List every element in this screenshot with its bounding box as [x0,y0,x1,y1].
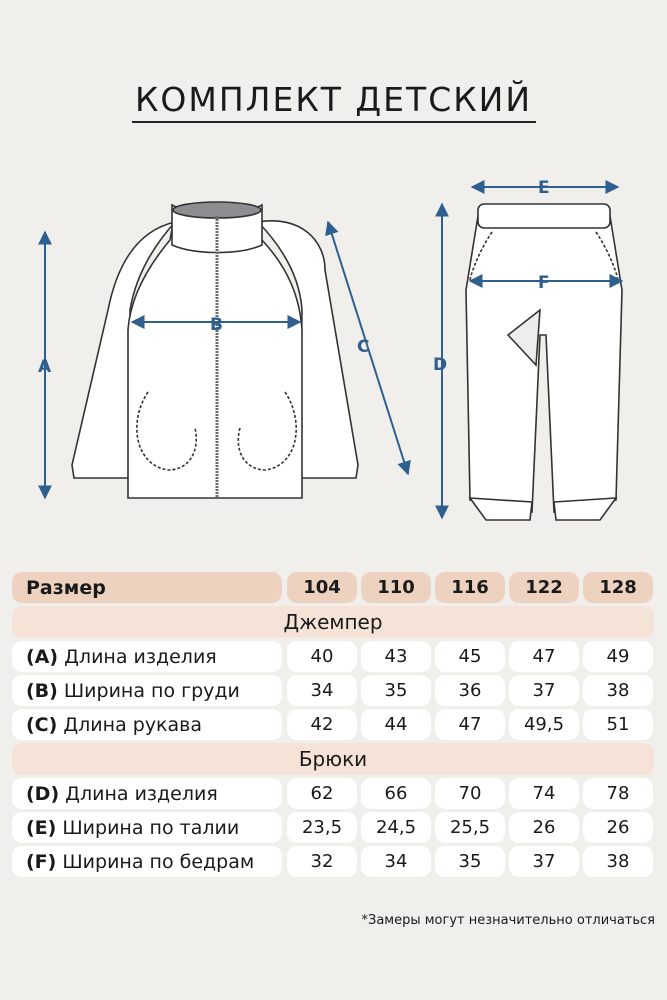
size-header-label: Размер [12,572,282,603]
page-title: КОМПЛЕКТ ДЕТСКИЙ [134,80,533,119]
table-cell: 35 [435,846,505,877]
table-cell: 36 [435,675,505,706]
dim-b-label: B [210,315,223,335]
section-jumper: Джемпер [12,606,654,638]
row-label [12,675,282,706]
table-cell: 35 [361,675,431,706]
row-name: Длина рукава [63,713,203,736]
dim-d-label: D [433,355,448,375]
size-header-cell: 122 [509,572,579,603]
footnote: *Замеры могут незначительно отличаться [361,913,655,928]
row-name: Длина изделия [64,645,217,668]
row-code: (D) [26,782,60,805]
garment-illustration [0,160,667,530]
pants-drawing [466,204,622,520]
table-cell: 38 [583,675,653,706]
size-header-cell: 104 [287,572,357,603]
table-cell: 49 [583,641,653,672]
table-cell: 38 [583,846,653,877]
table-cell: 37 [509,846,579,877]
table-row [0,675,667,706]
size-header-cell: 110 [361,572,431,603]
table-row [0,641,667,672]
table-cell: 26 [509,812,579,843]
dim-e-label: E [538,178,550,198]
row-code: (A) [26,645,59,668]
table-cell: 62 [287,778,357,809]
row-code: (B) [26,679,58,702]
table-cell: 44 [361,709,431,740]
row-code: (F) [26,850,57,873]
row-name: Длина изделия [65,782,218,805]
size-header-row [0,572,667,603]
row-name: Ширина по талии [62,816,240,839]
table-cell: 34 [361,846,431,877]
row-label [12,778,282,809]
table-cell: 66 [361,778,431,809]
row-label [12,641,282,672]
table-cell: 51 [583,709,653,740]
row-code: (C) [26,713,58,736]
jacket-drawing [72,202,358,498]
dim-c-label: C [357,337,370,357]
row-code: (E) [26,816,57,839]
section-pants: Брюки [12,743,654,775]
table-cell: 24,5 [361,812,431,843]
row-label [12,709,282,740]
dim-a-label: A [38,357,52,377]
row-label [12,812,282,843]
table-cell: 37 [509,675,579,706]
table-cell: 26 [583,812,653,843]
table-cell: 42 [287,709,357,740]
table-row [0,778,667,809]
table-cell: 47 [435,709,505,740]
table-cell: 40 [287,641,357,672]
table-row [0,709,667,740]
table-cell: 49,5 [509,709,579,740]
table-row [0,812,667,843]
table-row [0,846,667,877]
row-name: Ширина по бедрам [62,850,255,873]
table-cell: 70 [435,778,505,809]
table-cell: 74 [509,778,579,809]
table-cell: 25,5 [435,812,505,843]
size-header-cell: 128 [583,572,653,603]
table-cell: 78 [583,778,653,809]
row-name: Ширина по груди [63,679,240,702]
table-cell: 43 [361,641,431,672]
dim-f-label: F [538,273,550,293]
table-cell: 34 [287,675,357,706]
title-underline [132,121,536,123]
row-label [12,846,282,877]
table-cell: 47 [509,641,579,672]
size-header-cell: 116 [435,572,505,603]
table-cell: 45 [435,641,505,672]
table-cell: 32 [287,846,357,877]
table-cell: 23,5 [287,812,357,843]
